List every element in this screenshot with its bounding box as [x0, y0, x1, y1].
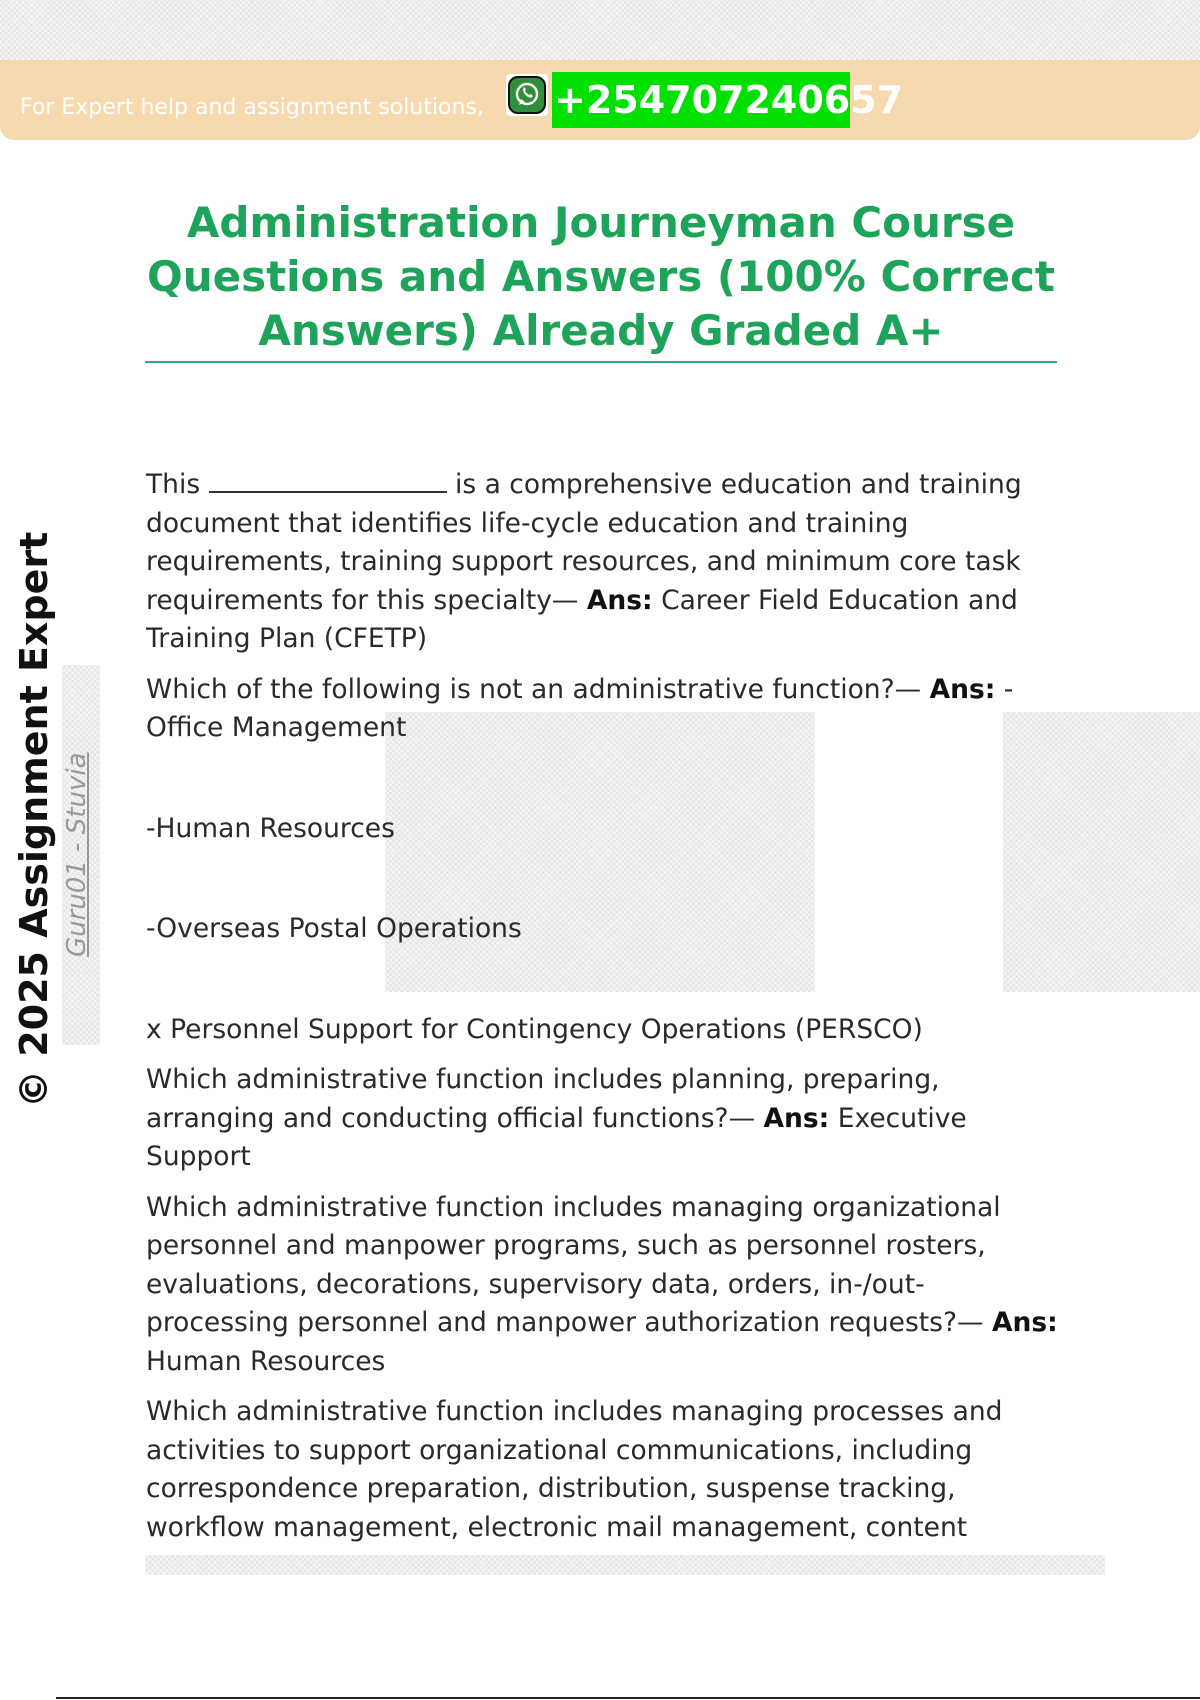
- answer-3: Executive Support: [146, 1102, 967, 1172]
- question-block-4: [146, 1189, 1066, 1382]
- answer-label: Ans:: [991, 1307, 1058, 1338]
- fill-in-blank: [209, 471, 447, 493]
- answer-4: Human Resources: [146, 1345, 386, 1377]
- header-hatch-pattern: [0, 0, 1200, 62]
- question-block-5: [146, 1393, 1066, 1547]
- footer-hatch-strip: [145, 1555, 1105, 1575]
- title-underline: [145, 361, 1057, 363]
- answer-label: Ans:: [763, 1102, 830, 1134]
- whatsapp-icon: [506, 74, 548, 116]
- question-1-lead: This: [146, 469, 201, 500]
- question-3-text: Which administrative function includes planning, preparing, arranging and conducting official functions?—: [146, 1064, 940, 1134]
- question-block-1: [146, 466, 1066, 659]
- question-5-text: Which administrative function includes managing processes and activities to support organizational communications, including correspondence preparation, distribution, suspense tracking, workflow management, electronic mail management, content: [146, 1396, 1003, 1543]
- banner-text: For Expert help and assignment solutions,: [20, 95, 484, 120]
- vendor-watermark-text: Guru01 - Stuvia: [62, 752, 92, 957]
- copyright-text: © 2025 Assignment Expert: [12, 531, 56, 1108]
- page-bottom-rule: [56, 1697, 1200, 1699]
- question-block-3: [146, 1061, 1066, 1177]
- title-line-1: Administration Journeyman Course: [186, 198, 1016, 247]
- question-1-text: is a comprehensive education and training document that identifies life-cycle education and training requirements, training support resources, and minimum core task requirements for this specialty—: [146, 469, 1022, 616]
- copyright-watermark: [12, 532, 56, 1108]
- question-2-text: Which of the following is not an administrative function?—: [146, 673, 922, 705]
- answer-label: Ans:: [586, 584, 653, 616]
- title-line-3: Answers) Already Graded A+: [258, 306, 944, 355]
- answer-label: Ans:: [929, 673, 996, 705]
- answer-2: - Office Management: [146, 673, 1014, 743]
- question-block-2: [146, 671, 1066, 748]
- qa-content: [146, 466, 1066, 1559]
- document-title: [145, 196, 1057, 358]
- phone-number[interactable]: +254707240657: [552, 72, 850, 128]
- question-4-text: Which administrative function includes managing organizational personnel and manpower programs, such as personnel rosters, evaluations, decorations, supervisory data, orders, in-/out-processing personnel and manpower authorization requests?—: [146, 1191, 1001, 1338]
- title-line-2: Questions and Answers (100% Correct: [146, 252, 1056, 301]
- answer-1: Career Field Education and Training Plan (CFETP): [146, 584, 1018, 654]
- option-overseas-postal: -Overseas Postal Operations: [146, 913, 522, 944]
- option-persco: x Personnel Support for Contingency Operations (PERSCO): [146, 1013, 923, 1045]
- vendor-watermark-box: [62, 665, 100, 1045]
- option-human-resources: -Human Resources: [146, 812, 395, 844]
